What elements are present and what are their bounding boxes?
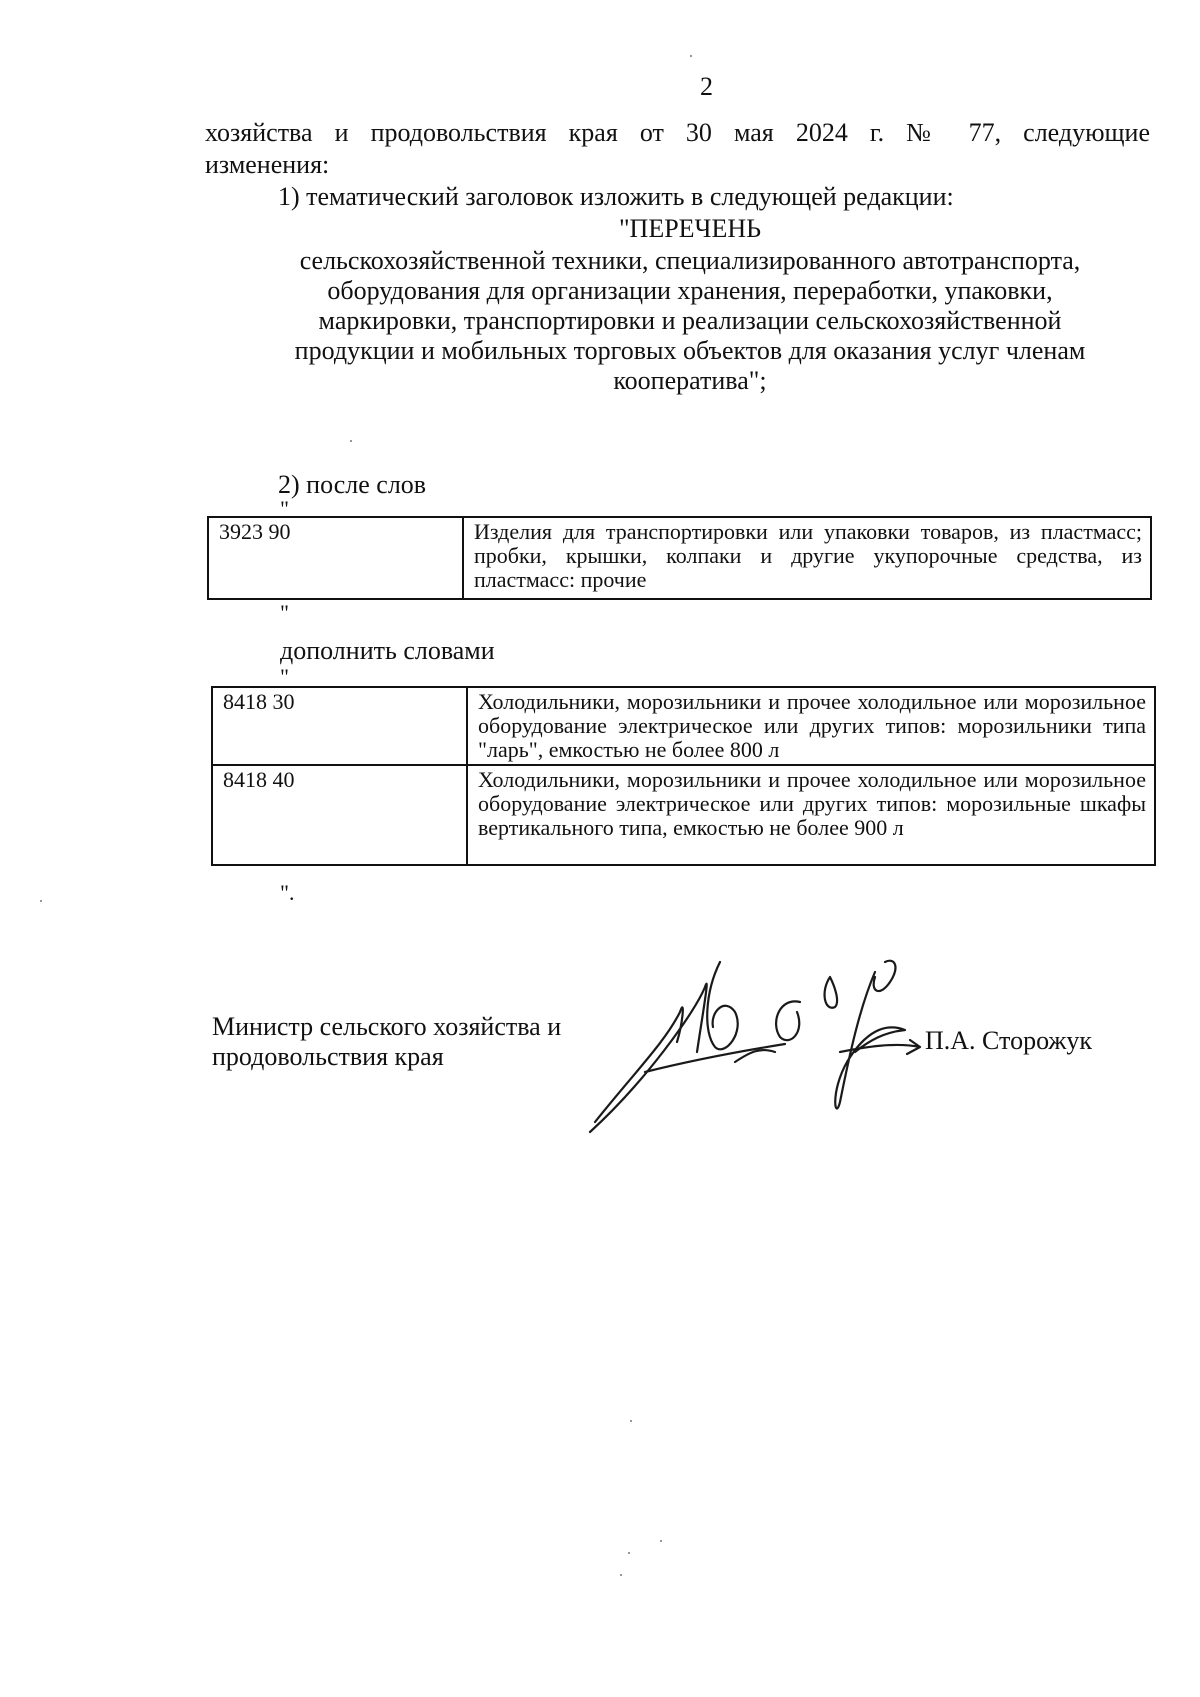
position-line: продовольствия края (212, 1042, 444, 1071)
signatory-position (212, 1012, 561, 1072)
table-row (208, 517, 1151, 599)
scan-artifact (690, 55, 692, 57)
code-cell: 8418 40 (212, 765, 467, 865)
close-quote: " (280, 600, 289, 625)
handwritten-signature (585, 952, 925, 1142)
intro-line-1: хозяйства и продовольствия края от 30 мая 2024 г. № 77, следующие (205, 118, 1150, 147)
description-cell: Изделия для транспортировки или упаковки товаров, из пластмасс; пробки, крышки, колпаки и другие укупорочные средства, из пластмасс: прочие (463, 517, 1151, 599)
scan-artifact (630, 1420, 632, 1422)
list-title-line: оборудования для организации хранения, переработки, упаковки, (327, 276, 1053, 305)
item-2-label: 2) после слов (278, 470, 427, 499)
table-add (211, 686, 1156, 866)
scan-artifact (660, 1540, 662, 1542)
page-number: 2 (700, 72, 713, 101)
description-cell: Холодильники, морозильники и прочее холодильное или морозильное оборудование электрическое или других типов: морозильники типа "ларь", емкостью не более 800 л (467, 687, 1155, 765)
position-line: Министр сельского хозяйства и (212, 1012, 562, 1041)
scan-artifact (620, 1574, 622, 1576)
add-label: дополнить словами (280, 636, 495, 665)
scan-artifact (628, 1552, 630, 1554)
open-quote: " (280, 496, 289, 521)
description-cell: Холодильники, морозильники и прочее холодильное или морозильное оборудование электрическое или других типов: морозильные шкафы вертикального типа, емкостью не более 900 л (467, 765, 1155, 865)
list-title-line: продукции и мобильных торговых объектов для оказания услуг членам (294, 336, 1086, 365)
table-row (212, 687, 1155, 765)
table-after (207, 516, 1152, 600)
signer-name: П.А. Сторожук (925, 1026, 1093, 1055)
open-quote-2: " (280, 664, 289, 689)
code-cell: 8418 30 (212, 687, 467, 765)
intro-line-2: изменения: (205, 150, 330, 179)
item-1-label: 1) тематический заголовок изложить в следующей редакции: (278, 182, 954, 211)
scan-artifact (350, 440, 352, 442)
end-quote: ". (280, 880, 295, 905)
scan-artifact (40, 900, 42, 902)
list-heading: "ПЕРЕЧЕНЬ (618, 214, 762, 243)
list-title-line: маркировки, транспортировки и реализации сельскохозяйственной (318, 306, 1062, 335)
list-title-line: кооператива"; (613, 366, 767, 395)
list-title (220, 246, 1160, 396)
code-cell: 3923 90 (208, 517, 463, 599)
list-title-line: сельскохозяйственной техники, специализированного автотранспорта, (299, 246, 1081, 275)
table-row (212, 765, 1155, 865)
